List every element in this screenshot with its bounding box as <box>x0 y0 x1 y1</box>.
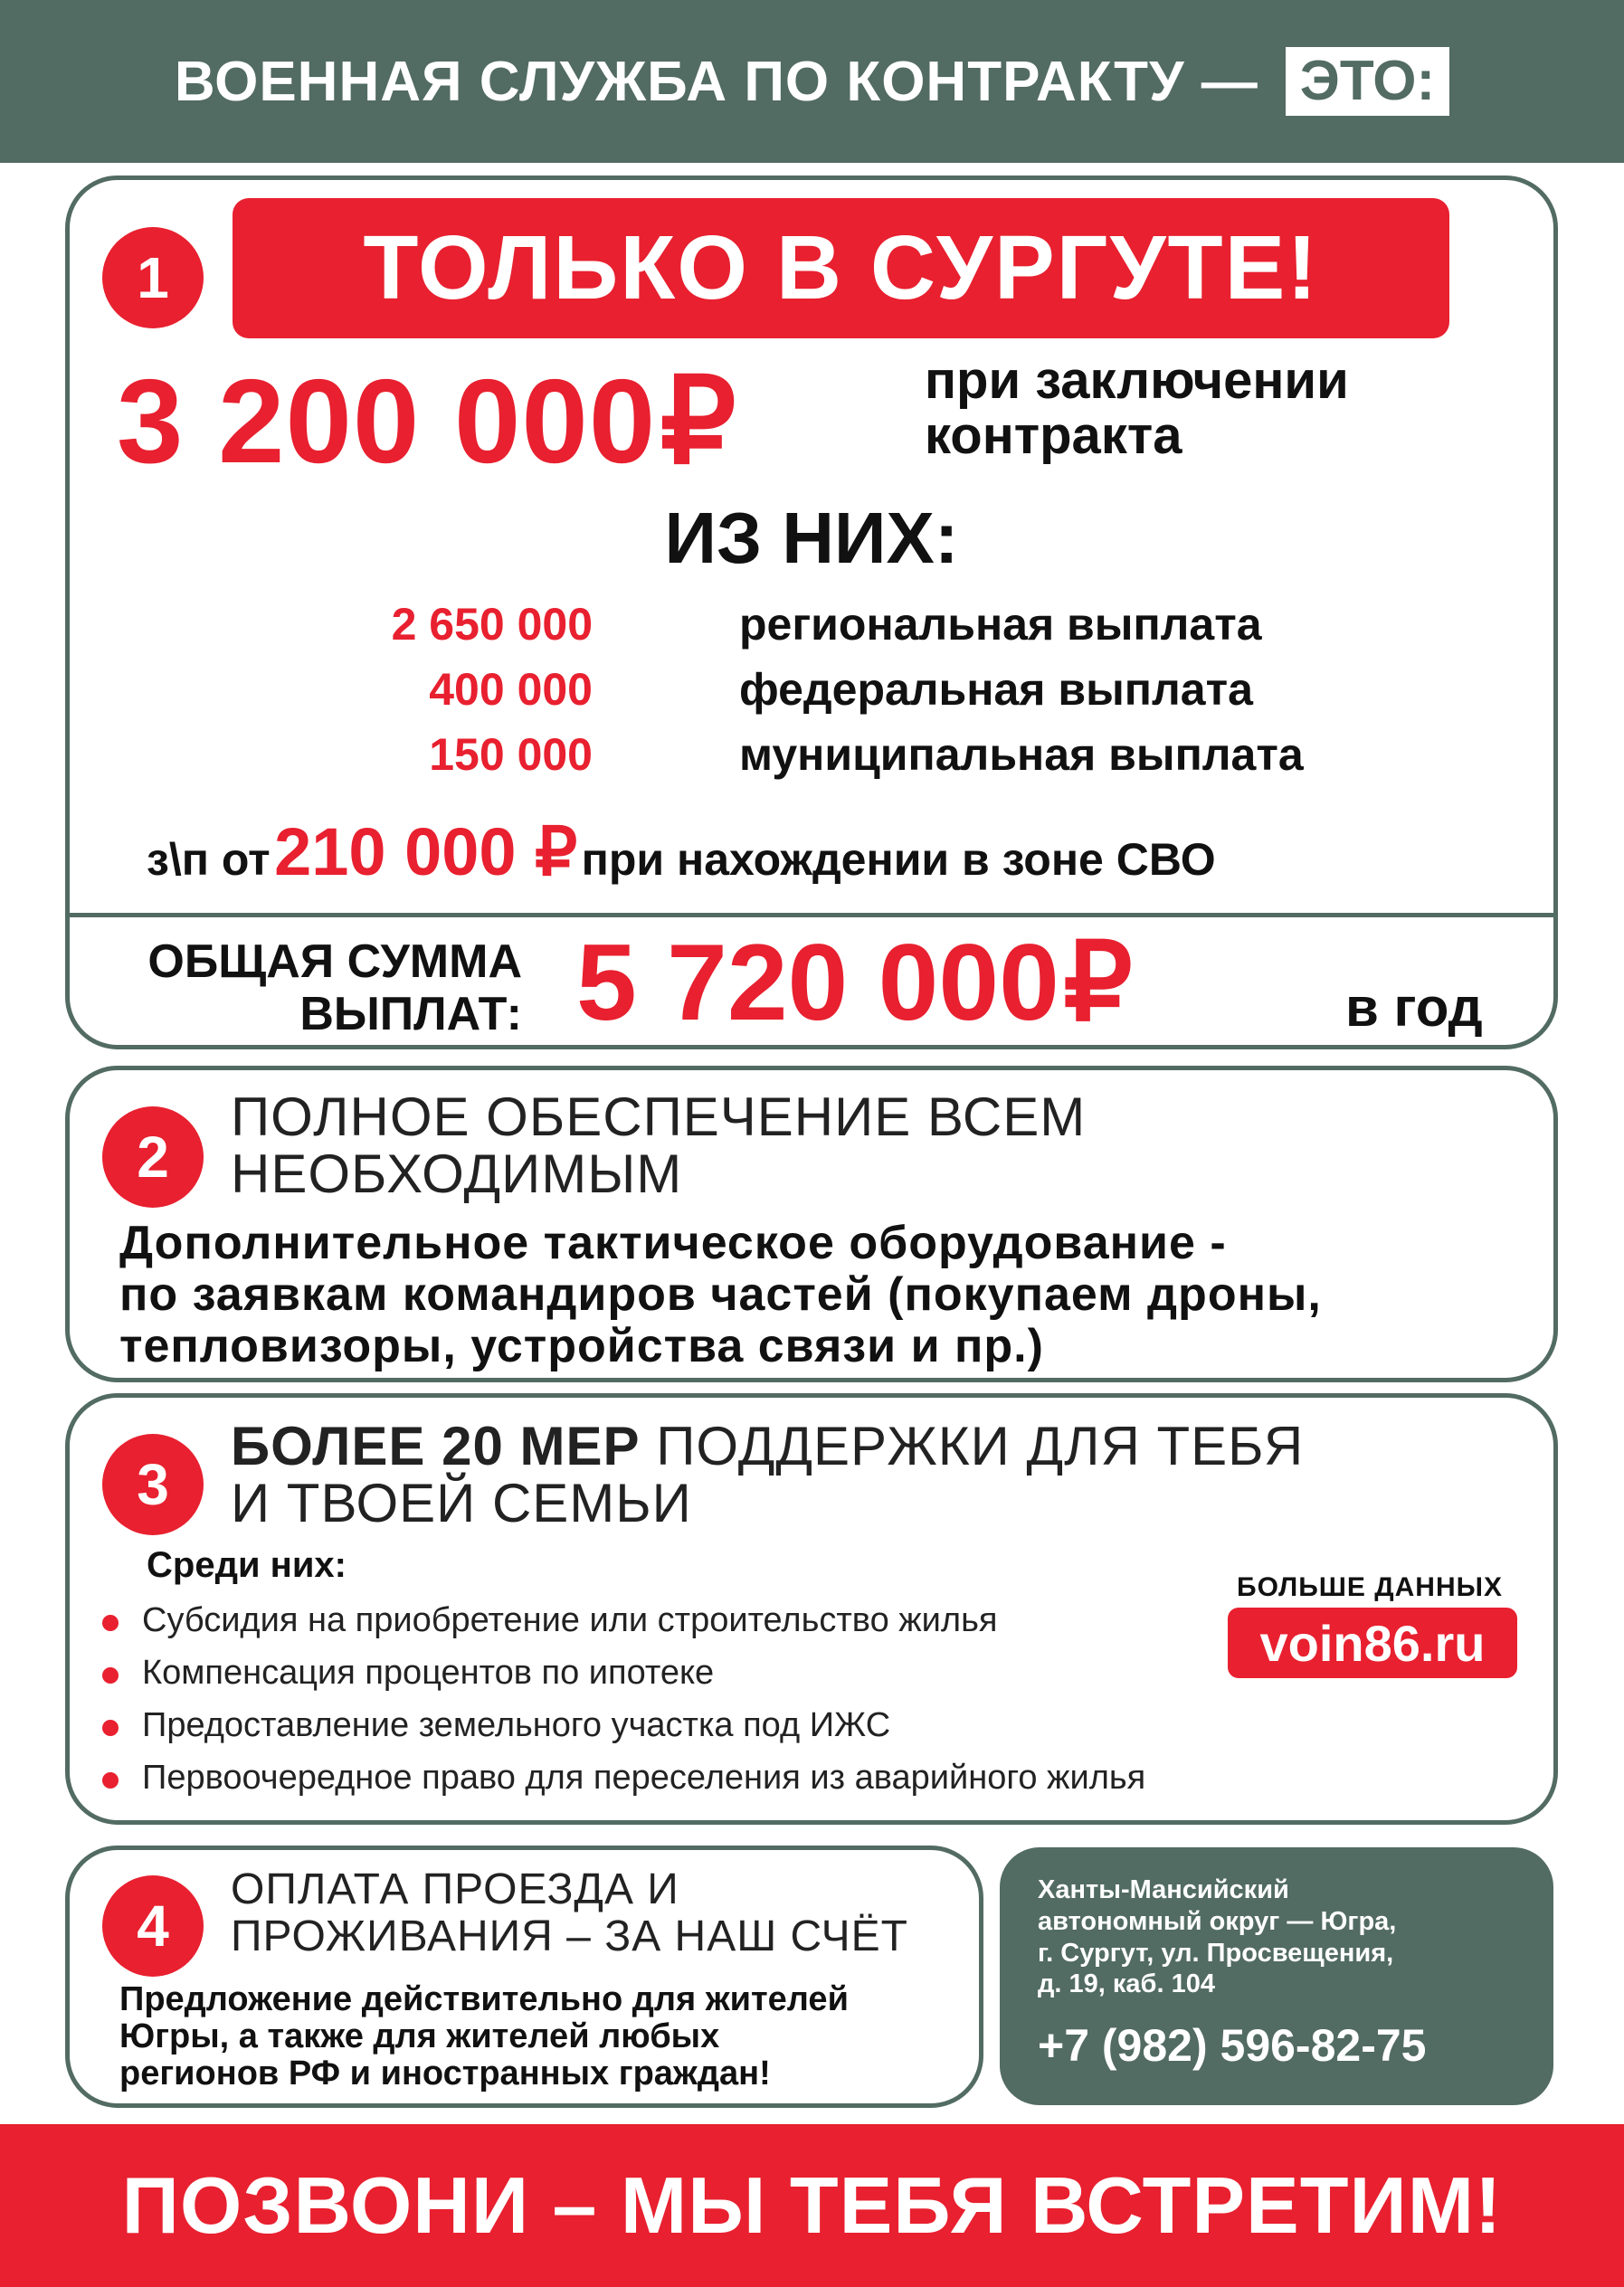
item-2-label: федеральная выплата <box>739 664 1253 715</box>
site-link[interactable]: voin86.ru <box>1259 1614 1486 1672</box>
section-3-title <box>231 1418 1304 1532</box>
salary-prefix: з\п от <box>147 834 271 885</box>
bullet-icon <box>102 1720 119 1736</box>
section-2-title-line-2: НЕОБХОДИМЫМ <box>231 1144 683 1204</box>
item-1-label: региональная выплата <box>739 599 1262 650</box>
section-3-card <box>65 1393 1558 1825</box>
total-amount <box>576 920 1133 1046</box>
address-line-1: Ханты-Мансийский <box>1038 1875 1289 1904</box>
section-2-number: 2 <box>102 1106 204 1208</box>
section-2-body-line-3: тепловизоры, устройства связи и пр.) <box>119 1320 1044 1373</box>
total-label-line-2: ВЫПЛАТ: <box>299 988 522 1041</box>
section-4-title-line-2: ПРОЖИВАНИЯ – ЗА НАШ СЧЁТ <box>231 1912 908 1960</box>
section-2-title <box>231 1088 1086 1202</box>
signing-amount-value: 3 200 000 <box>117 355 657 488</box>
header-title: ВОЕННАЯ СЛУЖБА ПО КОНТРАКТУ — <box>174 50 1258 113</box>
section-4-body-line-2: Югры, а также для жителей любых <box>119 2017 720 2056</box>
contact-card <box>1000 1847 1553 2105</box>
item-1-amount: 2 650 000 <box>391 599 593 650</box>
site-badge[interactable] <box>1228 1608 1517 1678</box>
section-4-body-line-3: регионов РФ и иностранных граждан! <box>119 2055 771 2093</box>
of-them-heading: ИЗ НИХ: <box>664 498 959 578</box>
section-4-title-line-1: ОПЛАТА ПРОЕЗДА И <box>231 1865 679 1913</box>
signing-note-line-2: контракта <box>925 405 1182 465</box>
bullet-icon <box>102 1772 119 1789</box>
section-3-title-rest: ПОДДЕРЖКИ ДЛЯ ТЕБЯ <box>656 1416 1305 1476</box>
section-2-body-line-2: по заявкам командиров частей (покупаем дроны, <box>119 1268 1322 1322</box>
footer-call-to-action: ПОЗВОНИ – МЫ ТЕБЯ ВСТРЕТИМ! <box>121 2160 1503 2250</box>
section-3-title-line-2: И ТВОЕЙ СЕМЬИ <box>231 1473 692 1533</box>
only-surgut-banner <box>233 198 1449 338</box>
section-4-title <box>231 1866 908 1960</box>
signing-note <box>925 351 1349 465</box>
bullet-icon <box>102 1667 119 1684</box>
support-item-4: Первоочередное право для переселения из аварийного жилья <box>142 1759 1146 1797</box>
section-4-body <box>119 1981 849 2092</box>
ruble-sign: ₽ <box>660 355 736 488</box>
address-line-2: автономный округ — Югра, <box>1038 1906 1397 1936</box>
address-line-3: г. Сургут, ул. Просвещения, <box>1038 1938 1394 1968</box>
salary-suffix: при нахождении в зоне СВО <box>581 834 1216 885</box>
total-label <box>106 935 522 1040</box>
salary-amount: 210 000 ₽ <box>274 814 578 889</box>
total-per-year: в год <box>1345 977 1483 1038</box>
contact-address <box>1038 1874 1396 2000</box>
only-surgut-text: ТОЛЬКО В СУРГУТЕ! <box>363 217 1319 318</box>
item-3-amount: 150 000 <box>429 729 593 780</box>
signing-amount <box>117 352 736 491</box>
section-3-title-bold: БОЛЕЕ 20 МЕР <box>231 1416 641 1476</box>
total-amount-value: 5 720 000 <box>576 922 1059 1043</box>
header-bar <box>0 0 1624 163</box>
section-1-number: 1 <box>102 227 204 328</box>
signing-note-line-1: при заключении <box>925 351 1349 410</box>
address-line-4: д. 19, каб. 104 <box>1038 1969 1215 1999</box>
support-item-1: Субсидия на приобретение или строительство жилья <box>142 1601 998 1639</box>
section-4-card <box>65 1846 983 2108</box>
section-4-number: 4 <box>102 1875 204 1977</box>
footer-bar <box>0 2124 1624 2287</box>
contact-phone[interactable]: +7 (982) 596-82-75 <box>1038 2020 1427 2071</box>
total-label-line-1: ОБЩАЯ СУММА <box>147 935 522 988</box>
section-2-card <box>65 1066 1558 1382</box>
total-ruble-sign: ₽ <box>1063 922 1133 1043</box>
section-2-title-line-1: ПОЛНОЕ ОБЕСПЕЧЕНИЕ ВСЕМ <box>231 1087 1087 1147</box>
section-3-number: 3 <box>102 1434 204 1535</box>
item-3-label: муниципальная выплата <box>739 729 1304 780</box>
section-2-body <box>119 1218 1322 1373</box>
header-badge: ЭТО: <box>1286 47 1449 115</box>
section-2-body-line-1: Дополнительное тактическое оборудование - <box>119 1217 1227 1269</box>
more-info-label: БОЛЬШЕ ДАННЫХ <box>1237 1572 1504 1602</box>
support-item-2: Компенсация процентов по ипотеке <box>142 1654 715 1692</box>
bullet-icon <box>102 1615 119 1631</box>
section-4-body-line-1: Предложение действительно для жителей <box>119 1980 849 2018</box>
among-them-label: Среди них: <box>147 1545 347 1585</box>
section-1-card <box>65 176 1558 1049</box>
support-item-3: Предоставление земельного участка под ИЖС <box>142 1706 891 1744</box>
total-divider <box>70 913 1553 917</box>
salary-line <box>147 813 1216 891</box>
item-2-amount: 400 000 <box>429 664 593 715</box>
